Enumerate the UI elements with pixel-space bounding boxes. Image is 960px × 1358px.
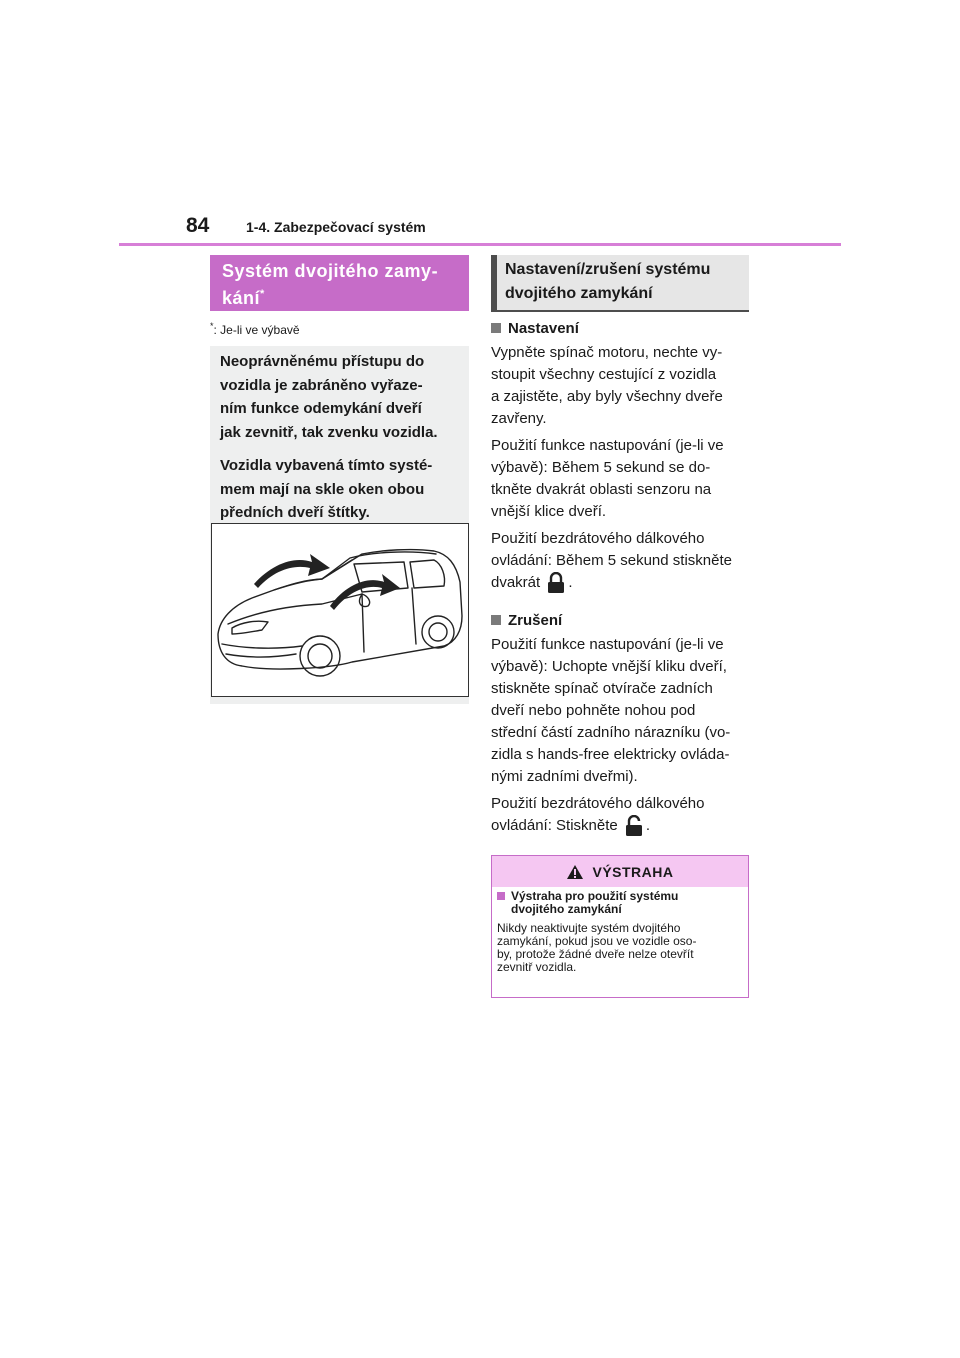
right-section-heading [491, 255, 749, 312]
unlock-icon [625, 815, 643, 837]
warning-header [492, 856, 748, 887]
bullet-square-icon [491, 615, 501, 625]
nastaveni-paragraph-2: Použití funkce nastupování (je-li ve výbavě): Během 5 sekund se do- tkněte dvakrát oblasti senzoru na vnější klice dveří. [491, 437, 724, 520]
warning-body [492, 887, 748, 977]
warning-box [491, 855, 749, 998]
footnote: *: Je-li ve výbavě [210, 321, 300, 337]
bullet-square-icon [491, 323, 501, 333]
warning-triangle-icon [566, 864, 584, 880]
zruseni-paragraph-1: Použití funkce nastupování (je-li ve výbavě): Uchopte vnější kliku dveří, stiskněte spínač otvírače zadních dveří nebo pohněte nohou pod střední částí zadního nárazníku (vo- zidla s hands-free elektricky ovláda- nými zadními dveřmi). [491, 636, 731, 785]
right-heading-line1: Nastavení/zrušení systému [505, 261, 711, 278]
left-section-heading [210, 255, 469, 311]
page-number: 84 [186, 214, 210, 237]
right-heading-line2: dvojitého zamykání [505, 285, 653, 302]
intro-paragraph-1: Neoprávněnému přístupu do vozidla je zabráněno vyřaze- ním funkce odemykání dveří jak zevnitř, tak zvenku vozidla. [220, 353, 438, 441]
nastaveni-section [491, 318, 751, 599]
car-drawing [212, 524, 468, 696]
left-heading-line2: kání* [222, 288, 265, 308]
header-rule [119, 243, 841, 246]
nastaveni-paragraph-1: Vypněte spínač motoru, nechte vy- stoupit všechny cestující z vozidla a zajistěte, aby byly všechny dveře zavřeny. [491, 344, 723, 427]
lock-icon [547, 572, 565, 594]
zruseni-section [491, 610, 751, 842]
zruseni-heading: Zrušení [491, 610, 751, 632]
section-title: 1-4. Zabezpečovací systém [246, 219, 426, 235]
nastaveni-paragraph-3: Použití bezdrátového dálkového ovládání: Během 5 sekund stiskněte dvakrát . [491, 528, 751, 594]
warning-label: VÝSTRAHA [592, 863, 674, 880]
left-heading-line1: Systém dvojitého zamy- [222, 261, 439, 281]
intro-paragraph-2: Vozidla vybavená tímto systé- mem mají na skle oken obou předních dveří štítky. [220, 457, 433, 521]
zruseni-paragraph-2: Použití bezdrátového dálkového ovládání: Stiskněte . [491, 793, 751, 837]
warning-subheading: Výstraha pro použití systému dvojitého zamykání [497, 890, 743, 916]
warning-text: Nikdy neaktivujte systém dvojitého zamykání, pokud jsou ve vozidle oso- by, protože žádné dveře nelze otevřít zevnitř vozidla. [497, 921, 697, 974]
nastaveni-heading: Nastavení [491, 318, 751, 340]
car-illustration [211, 523, 469, 697]
bullet-square-icon [497, 892, 505, 900]
intro-text [220, 350, 465, 535]
